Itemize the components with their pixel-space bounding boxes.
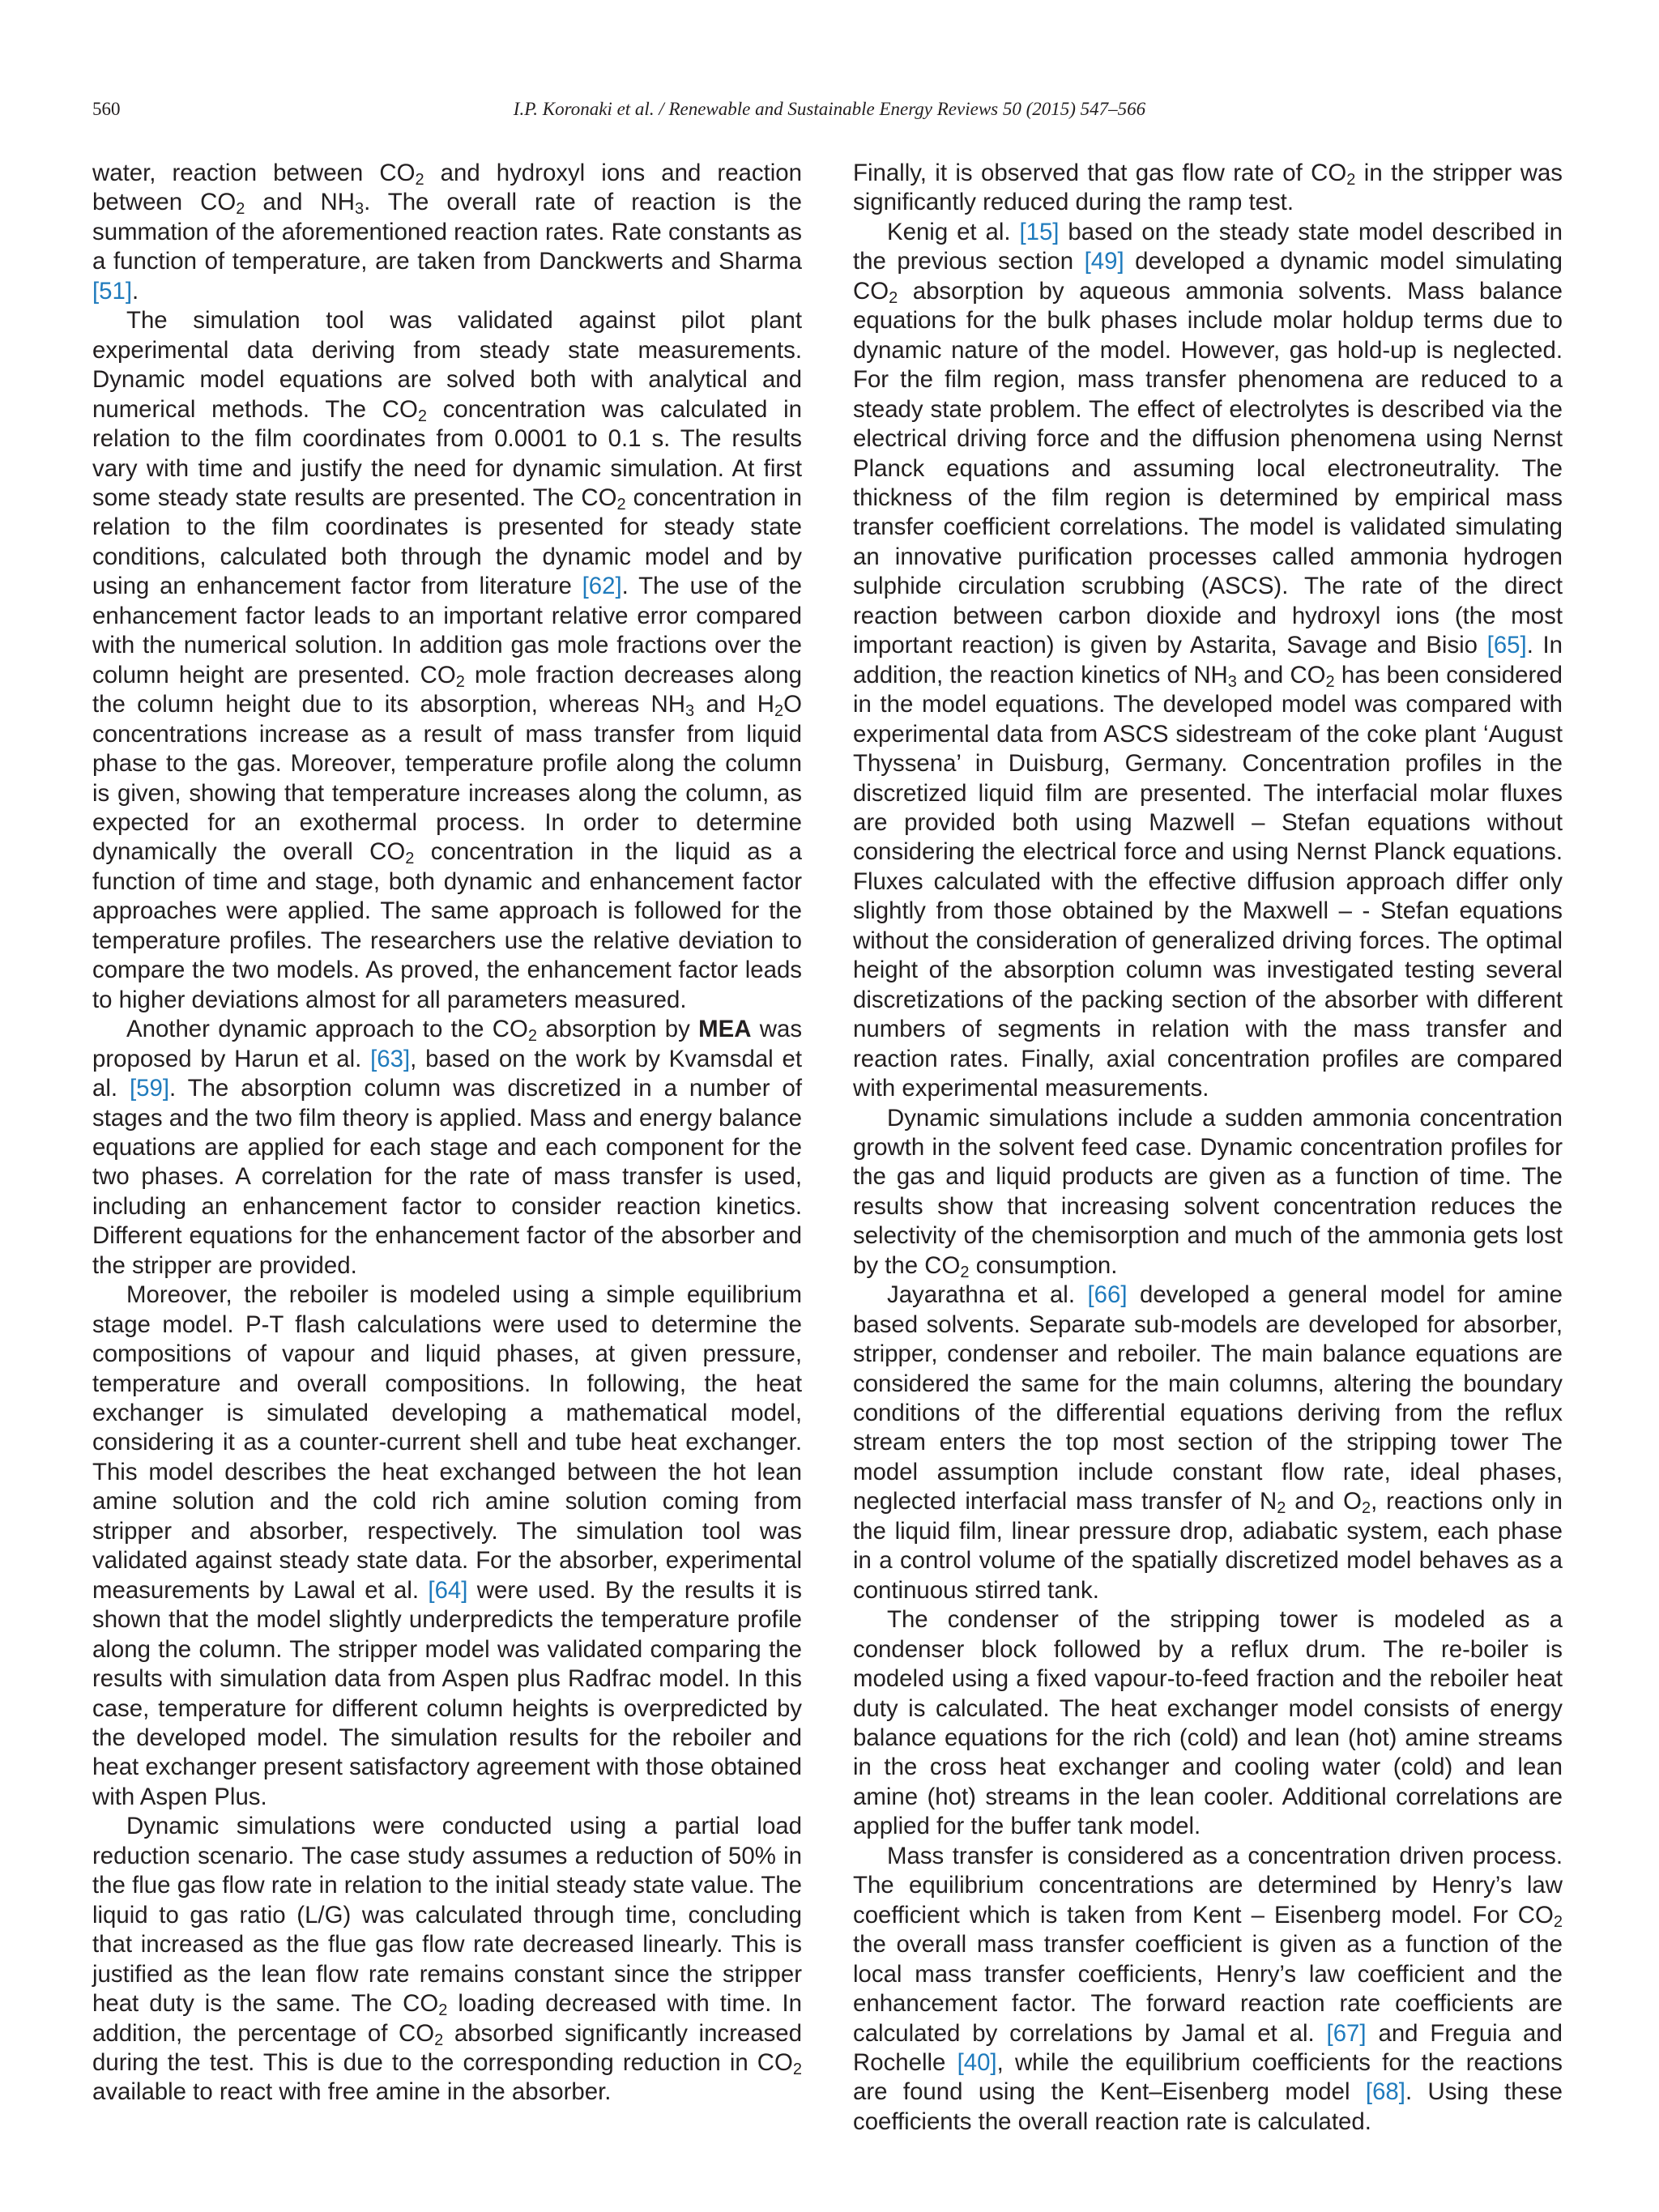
running-head: I.P. Koronaki et al. / Renewable and Sustainable Energy Reviews 50 (2015) 547–566 bbox=[513, 99, 1146, 119]
paragraph: water, reaction between $CO_2$ and hydroxyl ions and reaction between $CO_2$ and $NH_3$. The overall rate of reaction is the summation of the aforementioned reaction rates. Rate constants as a function of temperature, are taken from Danckwerts and Sharma [51]. bbox=[92, 160, 802, 305]
citation-link[interactable]: [66] bbox=[1087, 1281, 1128, 1309]
paragraph: Another dynamic approach to the $CO_2$ absorption by MEA was proposed by Harun et al. [63], based on the work by Kvamsdal et al. [59]. The absorption column was discretized in a number of stages and the two film theory is applied. Mass and energy balance equations are applied for each stage and each component for the two phases. A correlation for the rate of mass transfer is used, including an enhancement factor to consider reaction kinetics. Different equations for the enhancement factor of the absorber and the stripper are provided. bbox=[92, 1016, 803, 1279]
citation-link[interactable]: [49] bbox=[1084, 248, 1124, 275]
citation-link[interactable]: [63] bbox=[370, 1045, 411, 1072]
page-header bbox=[92, 99, 1567, 131]
paragraph: Finally, it is observed that gas flow rate of $CO_2$ in the stripper was significantly reduced during the ramp test. bbox=[853, 160, 1563, 216]
paragraph: Kenig et al. [15] based on the steady state model described in the previous section [49] developed a dynamic model simulating $CO_2$ absorption by aqueous ammonia solvents. Mass balance equations for the bulk phases include molar holdup terms due to dynamic nature of the model. However, gas hold-up is neglected. For the film region, mass transfer phenomena are reduced to a steady state problem. The effect of electrolytes is described via the electrical driving force and the diffusion phenomena using Nernst Planck equations and assuming local electroneutrality. The thickness of the film region is determined by empirical mass transfer coefficient correlations. The model is validated simulating an innovative purification processes called ammonia hydrogen sulphide circulation scrubbing (ASCS). The rate of the direct reaction between carbon dioxide and hydroxyl ions (the most important reaction) is given by Astarita, Savage and Bisio [65]. In addition, the reaction kinetics of $NH_3$ and $CO_2$ has been considered in the model equations. The developed model was compared with experimental data from ASCS sidestream of the coke plant ‘August Thyssena’ in Duisburg, Germany. Concentration profiles in the discretized liquid film are presented. The interfacial molar fluxes are provided both using Mazwell – Stefan equations without considering the electrical force and using Nernst Planck equations. Fluxes calculated with the effective diffusion approach differ only slightly from those obtained by the Maxwell – - Stefan equations without the consideration of generalized driving forces. The optimal height of the absorption column was investigated testing several discretizations of the packing section of the absorber with different numbers of segments in relation with the mass transfer and reaction rates. Finally, axial concentration profiles are compared with experimental measurements. bbox=[853, 218, 1563, 1102]
citation-link[interactable]: [59] bbox=[130, 1075, 170, 1102]
paragraph: Dynamic simulations were conducted using a partial load reduction scenario. The case study assumes a reduction of 50% in the flue gas flow rate in relation to the initial steady state value. The liquid to gas ratio (L/G) was calculated through time, concluding that increased as the flue gas flow rate decreased linearly. This is justified as the lean flow rate remains constant since the stripper heat duty is the same. The $CO_2$ loading decreased with time. In addition, the percentage of $CO_2$ absorbed significantly increased during the test. This is due to the corresponding reduction in $CO_2$ available to react with free amine in the absorber. bbox=[92, 1813, 802, 2106]
citation-link[interactable]: [40] bbox=[957, 2049, 997, 2076]
citation-link[interactable]: [64] bbox=[428, 1576, 468, 1604]
left-column bbox=[92, 159, 802, 2108]
citation-link[interactable]: [15] bbox=[1019, 218, 1060, 245]
paragraph: The condenser of the stripping tower is modeled as a condenser block followed by a reflux drum. The re-boiler is modeled using a fixed vapour-to-feed fraction and the reboiler heat duty is calculated. The heat exchanger model consists of energy balance equations for the rich (cold) and lean (hot) amine streams in the cross heat exchanger and cooling water (cold) and lean amine (hot) streams in the lean cooler. Additional correlations are applied for the buffer tank model. bbox=[853, 1606, 1563, 1840]
citation-link[interactable]: [65] bbox=[1486, 632, 1527, 659]
paragraph: Moreover, the reboiler is modeled using a simple equilibrium stage model. P-T flash calculations were used to determine the compositions of vapour and liquid phases, at given pressure, temperature and overall compositions. In following, the heat exchanger is simulated developing a mathematical model, considering it as a counter-current shell and tube heat exchanger. This model describes the heat exchanged between the hot lean amine solution and the cold rich amine solution coming from stripper and absorber, respectively. The simulation tool was validated against steady state data. For the absorber, experimental measurements by Lawal et al. [64] were used. By the results it is shown that the model slightly underpredicts the temperature profile along the column. The stripper model was validated comparing the results with simulation data from Aspen plus Radfrac model. In this case, temperature for different column heights is overpredicted by the developed model. The simulation results for the reboiler and heat exchanger present satisfactory agreement with those obtained with Aspen Plus. bbox=[92, 1281, 802, 1810]
right-column bbox=[853, 159, 1563, 2137]
paragraph: Dynamic simulations include a sudden ammonia concentration growth in the solvent feed case. Dynamic concentration profiles for the gas and liquid products are given as a function of time. The results show that increasing solvent concentration reduces the selectivity of the chemisorption and much of the ammonia gets lost by the $CO_2$ consumption. bbox=[853, 1104, 1563, 1281]
paragraph: The simulation tool was validated against pilot plant experimental data deriving from steady state measurements. Dynamic model equations are solved both with analytical and numerical methods. The $CO_2$ concentration was calculated in relation to the film coordinates from 0.0001 to 0.1 s. The results vary with time and justify the need for dynamic simulation. At first some steady state results are presented. The $CO_2$ concentration in relation to the film coordinates is presented for steady state conditions, calculated both through the dynamic model and by using an enhancement factor from literature [62]. The use of the enhancement factor leads to an important relative error compared with the numerical solution. In addition gas mole fractions over the column height are presented. $CO_2$ mole fraction decreases along the column height due to its absorption, whereas $NH_3$ and $H_2O$ concentrations increase as a result of mass transfer from liquid phase to the gas. Moreover, temperature profile along the column is given, showing that temperature increases along the column, as expected for an exothermal process. In order to determine dynamically the overall $CO_2$ concentration in the liquid as a function of time and stage, both dynamic and enhancement factor approaches were applied. The same approach is followed for the temperature profiles. The researchers use the relative deviation to compare the two models. As proved, the enhancement factor leads to higher deviations almost for all parameters measured. bbox=[92, 307, 803, 1013]
citation-link[interactable]: [67] bbox=[1326, 2019, 1367, 2047]
citation-link[interactable]: [68] bbox=[1365, 2078, 1405, 2106]
citation-link[interactable]: [62] bbox=[582, 573, 622, 600]
paragraph: Mass transfer is considered as a concentration driven process. The equilibrium concentrations are determined by Henry’s law coefficient which is taken from Kent – Eisenberg model. For $CO_2$ the overall mass transfer coefficient is given as a function of the local mass transfer coefficients, Henry’s law coefficient and the enhancement factor. The forward reaction rate coefficients are calculated by correlations by Jamal et al. [67] and Freguia and Rochelle [40], while the equilibrium coefficients for the reactions are found using the Kent–Eisenberg model [68]. Using these coefficients the overall reaction rate is calculated. bbox=[853, 1842, 1563, 2135]
page-number: 560 bbox=[92, 99, 121, 119]
paragraph: Jayarathna et al. [66] developed a general model for amine based solvents. Separate sub-models are developed for absorber, stripper, condenser and reboiler. The main balance equations are considered the same for the main columns, altering the boundary conditions of the differential equations deriving from the reflux stream enters the top most section of the stripping tower The model assumption include constant flow rate, ideal phases, neglected interfacial mass transfer of $N_2$ and $O_2$, reactions only in the liquid film, linear pressure drop, adiabatic system, each phase in a control volume of the spatially discretized model behaves as a continuous stirred tank. bbox=[853, 1281, 1563, 1604]
citation-link[interactable]: [51] bbox=[92, 277, 133, 305]
